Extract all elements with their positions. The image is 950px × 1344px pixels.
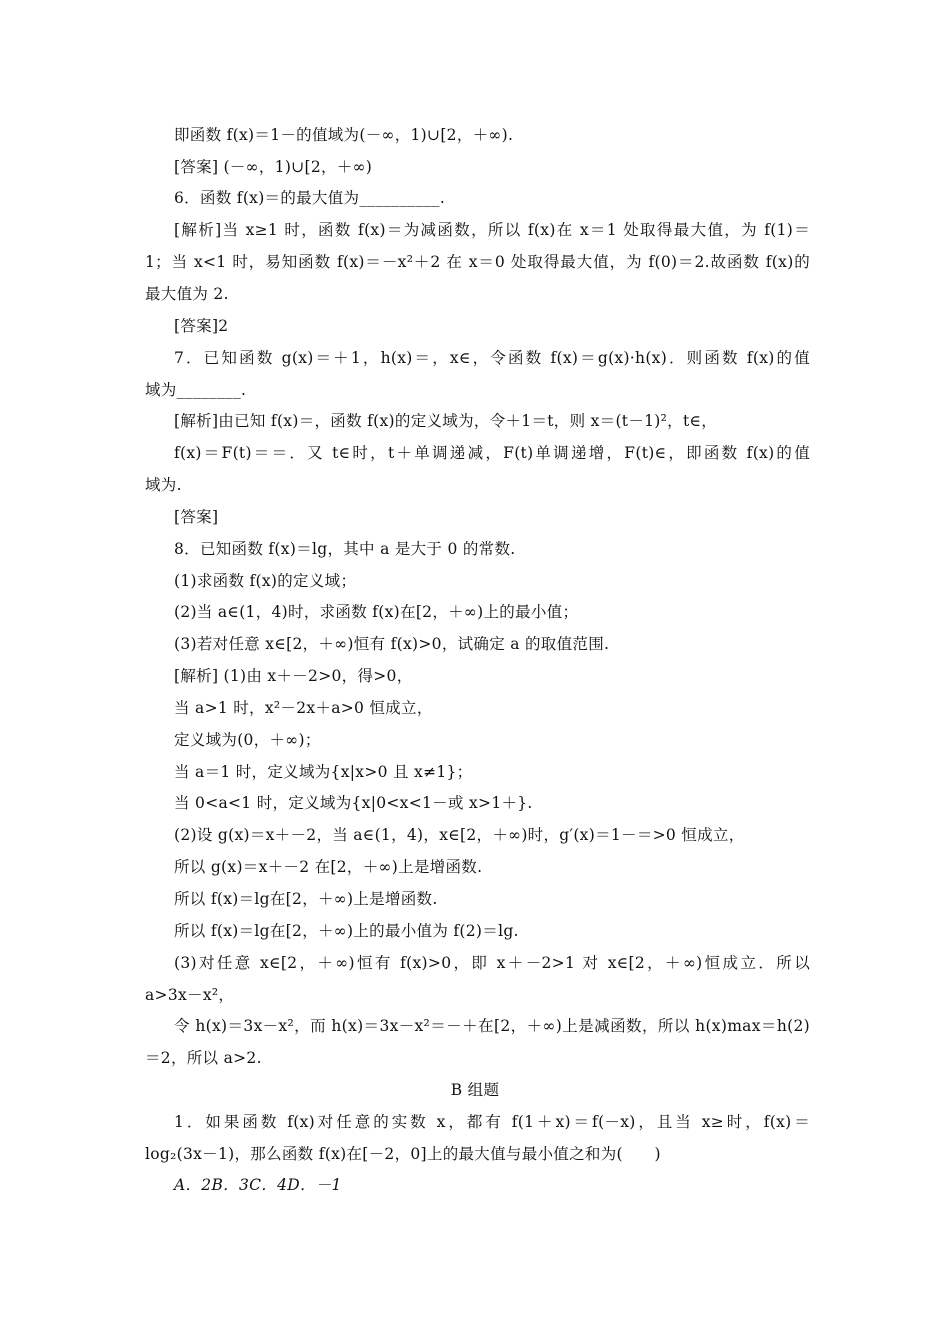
question-7: 7．已知函数 g(x)＝＋1，h(x)＝，x∈，令函数 f(x)＝g(x)·h(x)．则函数 f(x)的值 [174,349,810,367]
text-line: ＝2，所以 a>2. [145,1049,262,1067]
text-line: 所以 f(x)＝lg在[2，＋∞)上是增函数. [174,890,438,908]
answer-line: [答案] (－∞，1)∪[2，＋∞) [174,158,373,176]
answer-line: [答案] [174,508,219,526]
section-heading: B 组题 [450,1081,500,1099]
text-line: 域为. [145,476,182,494]
text-line: f(x)＝F(t)＝＝．又 t∈时，t＋单调递减，F(t)单调递增，F(t)∈，即函数 f(x)的值 [174,444,810,462]
text-line: 所以 g(x)＝x＋－2 在[2，＋∞)上是增函数. [174,858,483,876]
question-6: 6．函数 f(x)＝的最大值为__________. [174,189,446,207]
analysis-line: [解析]当 x≥1 时，函数 f(x)＝为减函数，所以 f(x)在 x＝1 处取得最大值，为 f(1)＝ [174,221,810,239]
text-line: 域为________. [145,381,247,399]
text-line: 当 a＝1 时，定义域为{x|x>0 且 x≠1}； [174,763,473,781]
question-8: 8．已知函数 f(x)＝lg，其中 a 是大于 0 的常数. [174,540,516,558]
analysis-line: [解析]由已知 f(x)＝，函数 f(x)的定义域为，令＋1＝t，则 x＝(t－1)²，t∈， [174,412,718,430]
text-line: a>3x－x²， [145,986,235,1004]
text-line: (3)对任意 x∈[2，＋∞)恒有 f(x)>0，即 x＋－2>1 对 x∈[2，＋∞)恒成立．所以 [174,954,810,972]
text-line: 即函数 f(x)＝1－的值域为(－∞，1)∪[2，＋∞). [174,126,514,144]
text-line: 定义域为(0，＋∞)； [174,731,321,749]
text-line: 当 a>1 时，x²－2x＋a>0 恒成立， [174,699,433,717]
text-line: log₂(3x－1)，那么函数 f(x)在[－2，0]上的最大值与最小值之和为( ) [145,1145,661,1163]
text-line: 最大值为 2. [145,285,229,303]
answer-line: [答案]2 [174,317,229,335]
text-line: 所以 f(x)＝lg在[2，＋∞)上的最小值为 f(2)＝lg. [174,922,519,940]
question-8-part-1: (1)求函数 f(x)的定义域； [174,572,357,590]
text-line: 当 0<a<1 时，定义域为{x|0<x<1－或 x>1＋}. [174,794,533,812]
question-b1: 1．如果函数 f(x)对任意的实数 x，都有 f(1＋x)＝f(－x)，且当 x≥时，f(x)＝ [174,1113,810,1131]
text-line: 1；当 x<1 时，易知函数 f(x)＝－x²＋2 在 x＝0 处取得最大值，为 f(0)＝2.故函数 f(x)的 [145,253,810,271]
analysis-line: [解析] (1)由 x＋－2>0，得>0， [174,667,413,685]
text-line: 令 h(x)＝3x－x²，而 h(x)＝3x－x²＝－＋在[2，＋∞)上是减函数，所以 h(x)max＝h(2) [174,1017,810,1035]
question-8-part-3: (3)若对任意 x∈[2，＋∞)恒有 f(x)>0，试确定 a 的取值范围. [174,635,610,653]
question-8-part-2: (2)当 a∈(1，4)时，求函数 f(x)在[2，＋∞)上的最小值； [174,603,579,621]
text-line: (2)设 g(x)＝x＋－2，当 a∈(1，4)，x∈[2，＋∞)时，g′(x)＝1－＝>0 恒成立， [174,826,745,844]
answer-options: A．2B．3C．4D．－1 [174,1176,342,1194]
